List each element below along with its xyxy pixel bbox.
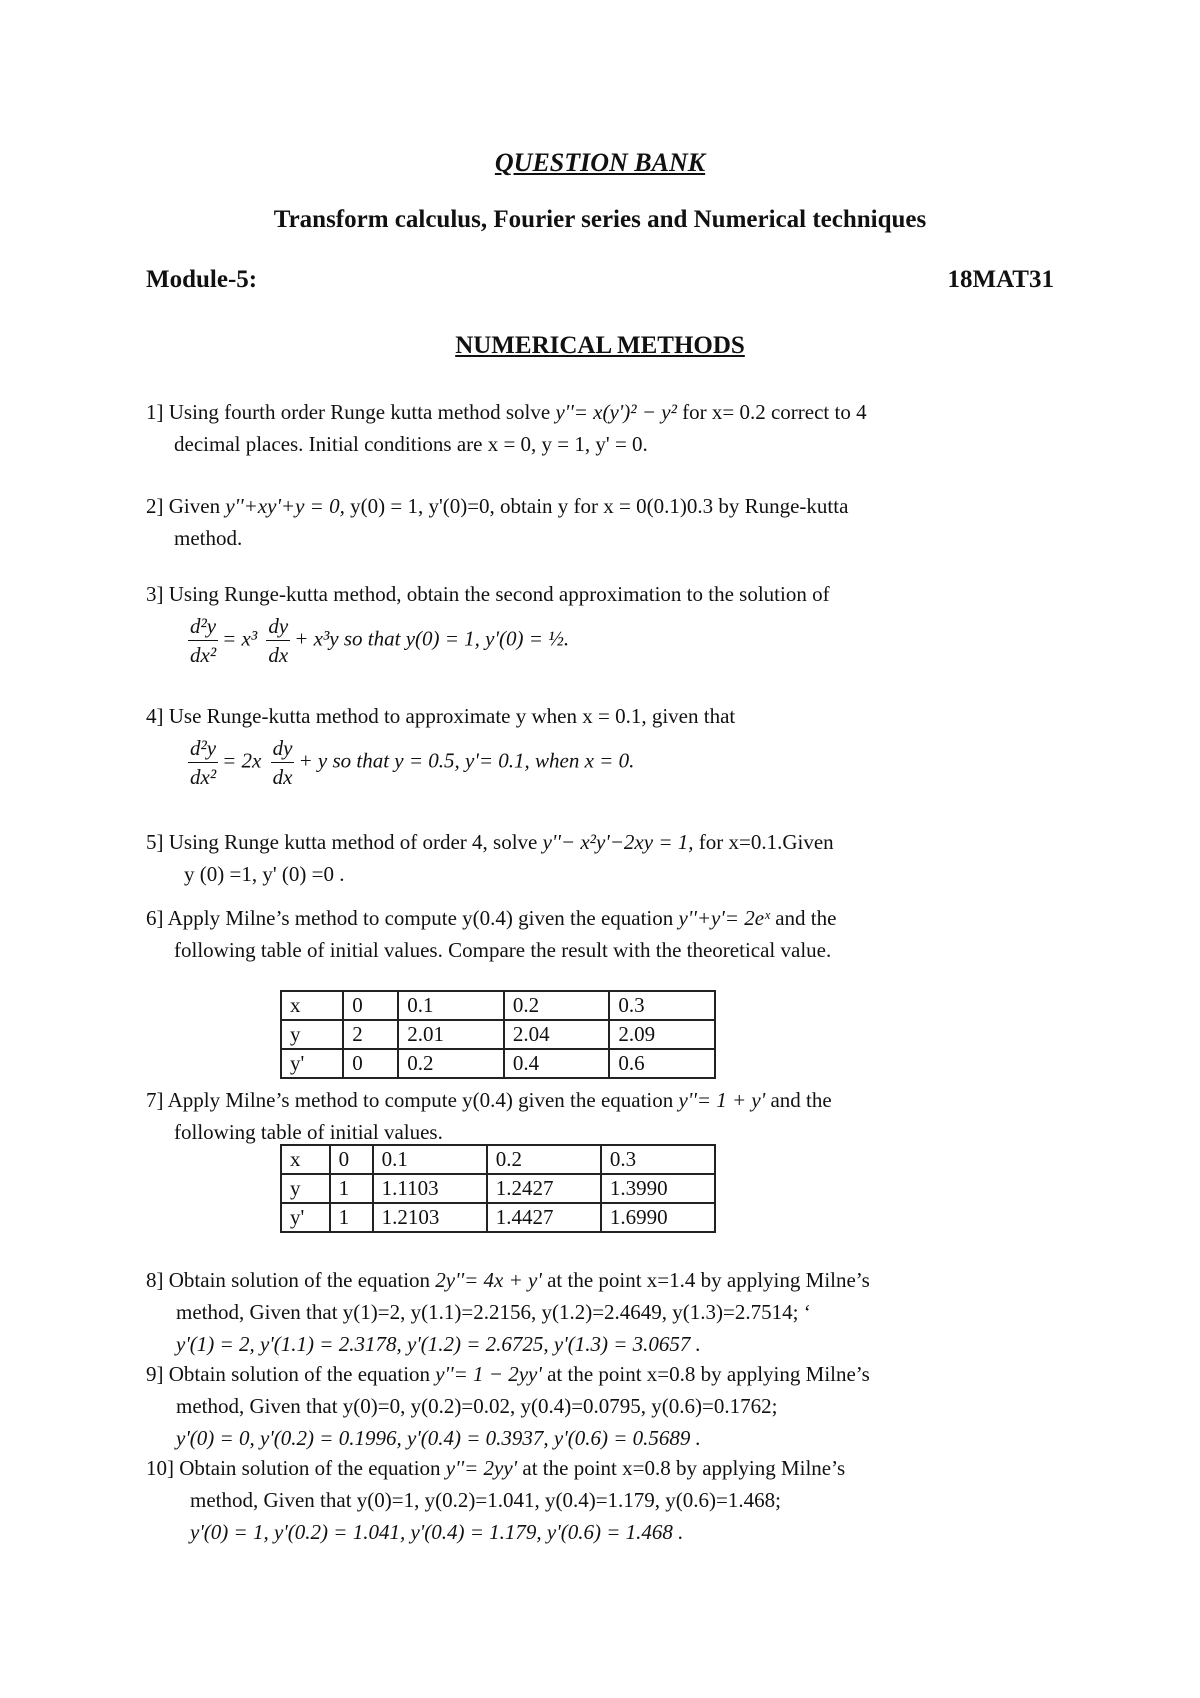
question-number: 7] [146, 1088, 164, 1112]
table-cell: y [281, 1174, 330, 1203]
table-cell: 0.4 [504, 1049, 610, 1078]
question-3 [146, 578, 830, 669]
fraction: $\frac{\text{d²y}}{\text{dx²}}$ [190, 736, 217, 789]
table-cell: 0.2 [487, 1145, 601, 1174]
question-1 [146, 396, 867, 460]
question-number: 1] [146, 400, 164, 424]
equation: y''= x(y')² − y² [555, 400, 677, 424]
equation: $\frac{\text{d²y}}{\text{dx²}}$ = x³ $\frac{dy}{dx}$ + x³y so that y(0) = 1, y'(0) = ½. [190, 614, 570, 667]
table-cell: 1.2103 [373, 1203, 487, 1232]
table-cell: 0 [343, 991, 398, 1020]
question-text: at the point x=0.8 by applying Milne’s [547, 1362, 870, 1386]
table-row [281, 1203, 715, 1232]
table-row [281, 1145, 715, 1174]
table-cell: 2 [343, 1020, 398, 1049]
table-cell: 0.3 [601, 1145, 715, 1174]
table-cell: 0.6 [609, 1049, 715, 1078]
question-number: 6] [146, 906, 164, 930]
table-cell: 1.3990 [601, 1174, 715, 1203]
question-text: Using fourth order Runge kutta method solve [168, 400, 551, 424]
question-text: y'(0) = 0, y'(0.2) = 0.1996, y'(0.4) = 0.3937, y'(0.6) = 0.5689 . [176, 1426, 701, 1450]
question-number: 10] [146, 1456, 174, 1480]
table-cell: 0.1 [398, 991, 504, 1020]
question-text: y(0) = 1, y'(0)=0, obtain y for x = 0(0.1)0.3 by Runge-kutta [350, 494, 849, 518]
question-9 [146, 1358, 870, 1454]
question-text: Using Runge kutta method of order 4, solve [168, 830, 538, 854]
table-row [281, 991, 715, 1020]
equation: y''= 1 + y' [678, 1088, 766, 1112]
question-4 [146, 700, 735, 791]
table-cell: 1.4427 [487, 1203, 601, 1232]
table-cell: 2.01 [398, 1020, 504, 1049]
table-cell: y' [281, 1203, 330, 1232]
fraction: $\frac{dy}{dx}$ [268, 614, 289, 667]
table-row [281, 1174, 715, 1203]
initial-values-table-2 [280, 1144, 716, 1233]
module-label: Module-5: [146, 266, 258, 293]
question-number: 4] [146, 704, 164, 728]
question-6 [146, 902, 836, 966]
equation: y''= 2yy' [445, 1456, 518, 1480]
course-subtitle: Transform calculus, Fourier series and Numerical techniques [273, 206, 927, 233]
question-text: Apply Milne’s method to compute y(0.4) given the equation [167, 1088, 674, 1112]
question-number: 3] [146, 582, 164, 606]
question-10 [146, 1452, 845, 1548]
question-text: y'(0) = 1, y'(0.2) = 1.041, y'(0.4) = 1.179, y'(0.6) = 1.468 . [190, 1520, 684, 1544]
question-text: at the point x=1.4 by applying Milne’s [547, 1268, 870, 1292]
table-cell: 0.3 [609, 991, 715, 1020]
question-text: method. [174, 526, 243, 550]
question-text: for x=0.1.Given [698, 830, 834, 854]
fraction: $\frac{\text{d²y}}{\text{dx²}}$ [190, 614, 217, 667]
table-cell: x [281, 991, 343, 1020]
question-text: for x= 0.2 correct to 4 [682, 400, 867, 424]
question-text: Obtain solution of the equation [168, 1362, 431, 1386]
question-text: Given [168, 494, 221, 518]
table-cell: 1.6990 [601, 1203, 715, 1232]
question-text: Use Runge-kutta method to approximate y when x = 0.1, given that [168, 704, 736, 728]
equation: y''= 1 − 2yy' [435, 1362, 542, 1386]
question-text: following table of initial values. [174, 1120, 443, 1144]
table-cell: 0 [343, 1049, 398, 1078]
question-text: method, Given that y(1)=2, y(1.1)=2.2156, y(1.2)=2.4649, y(1.3)=2.7514; ‘ [176, 1300, 811, 1324]
table-cell: 0.1 [373, 1145, 487, 1174]
equation: y''+xy'+y = 0, [225, 494, 345, 518]
question-text: Using Runge-kutta method, obtain the second approximation to the solution of [168, 582, 830, 606]
table-cell: y [281, 1020, 343, 1049]
course-code: 18MAT31 [947, 266, 1054, 293]
equation: 2y''= 4x + y' [435, 1268, 542, 1292]
page-title: QUESTION BANK [494, 148, 706, 177]
question-text: Obtain solution of the equation [168, 1268, 431, 1292]
table-cell: 2.04 [504, 1020, 610, 1049]
question-text: and the [770, 1088, 832, 1112]
question-8 [146, 1264, 870, 1360]
table-cell: 0.2 [504, 991, 610, 1020]
table-cell: 2.09 [609, 1020, 715, 1049]
table-cell: 1.1103 [373, 1174, 487, 1203]
question-text: Apply Milne’s method to compute y(0.4) given the equation [167, 906, 674, 930]
question-5 [146, 826, 834, 890]
fraction: $\frac{dy}{dx}$ [272, 736, 293, 789]
question-text: and the [775, 906, 837, 930]
question-number: 9] [146, 1362, 164, 1386]
question-text: at the point x=0.8 by applying Milne’s [522, 1456, 846, 1480]
question-text: method, Given that y(0)=1, y(0.2)=1.041, y(0.4)=1.179, y(0.6)=1.468; [190, 1488, 781, 1512]
equation: y''− x²y'−2xy = 1, [542, 830, 694, 854]
question-7 [146, 1084, 832, 1148]
table-cell: 1 [330, 1174, 373, 1203]
question-text: decimal places. Initial conditions are x = 0, y = 1, y' = 0. [174, 432, 648, 456]
table-cell: y' [281, 1049, 343, 1078]
table-cell: 0.2 [398, 1049, 504, 1078]
equation: y''+y'= 2eˣ [678, 906, 770, 930]
initial-values-table-1 [280, 990, 716, 1079]
question-2 [146, 490, 848, 554]
question-text: Obtain solution of the equation [179, 1456, 441, 1480]
table-cell: 1 [330, 1203, 373, 1232]
question-number: 8] [146, 1268, 164, 1292]
question-text: y'(1) = 2, y'(1.1) = 2.3178, y'(1.2) = 2.6725, y'(1.3) = 3.0657 . [176, 1332, 701, 1356]
question-number: 5] [146, 830, 164, 854]
table-cell: 0 [330, 1145, 373, 1174]
table-row [281, 1020, 715, 1049]
equation: $\frac{\text{d²y}}{\text{dx²}}$ = 2x $\frac{dy}{dx}$ + y so that y = 0.5, y'= 0.1, when x = 0. [190, 736, 635, 789]
question-text: y (0) =1, y' (0) =0 . [184, 862, 345, 886]
question-text: method, Given that y(0)=0, y(0.2)=0.02, y(0.4)=0.0795, y(0.6)=0.1762; [176, 1394, 778, 1418]
table-cell: x [281, 1145, 330, 1174]
table-cell: 1.2427 [487, 1174, 601, 1203]
table-row [281, 1049, 715, 1078]
question-number: 2] [146, 494, 164, 518]
question-text: following table of initial values. Compare the result with the theoretical value. [174, 938, 832, 962]
section-heading: NUMERICAL METHODS [455, 332, 745, 359]
